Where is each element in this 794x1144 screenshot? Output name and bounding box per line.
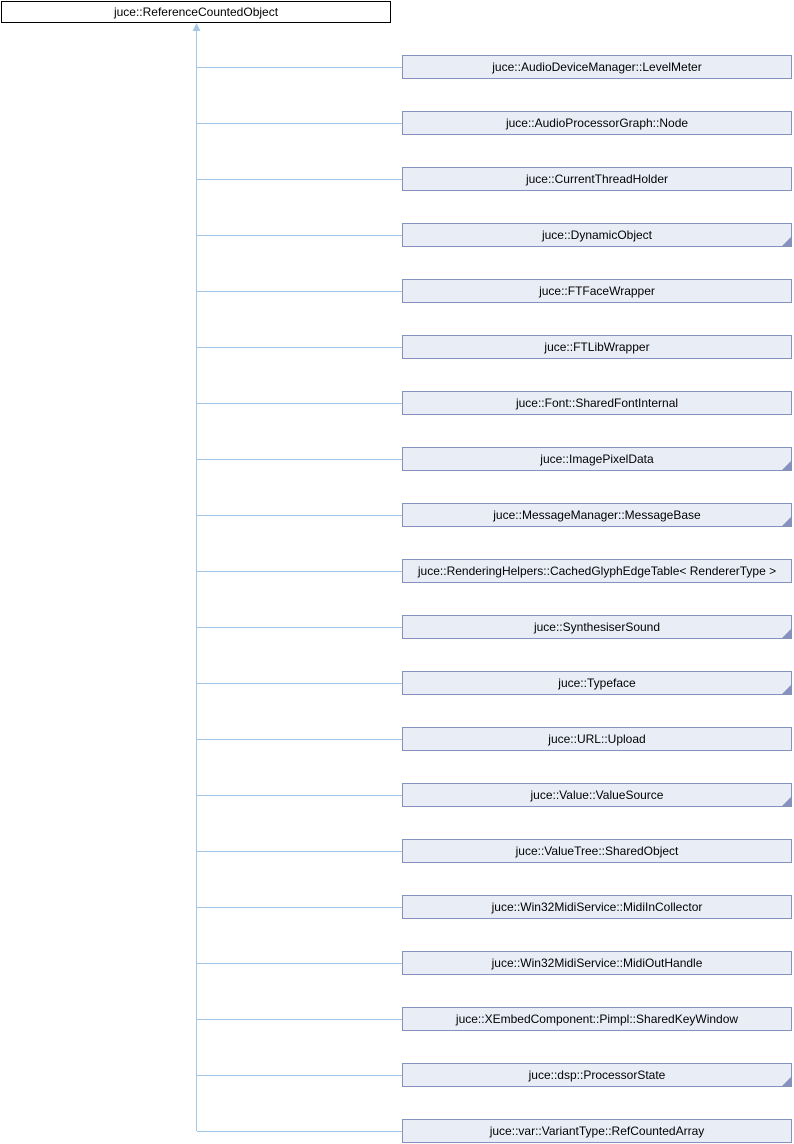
derived-class-label: juce::Win32MidiService::MidiInCollector <box>491 900 703 914</box>
class-node-derived[interactable] <box>402 839 792 863</box>
class-node-derived[interactable] <box>402 1063 792 1087</box>
class-node-derived[interactable] <box>402 167 792 191</box>
class-node-derived[interactable] <box>402 559 792 583</box>
derived-class-label: juce::Font::SharedFontInternal <box>515 396 679 410</box>
class-node-derived[interactable] <box>402 951 792 975</box>
inheritance-branch-edge <box>197 1019 402 1020</box>
derived-class-label: juce::dsp::ProcessorState <box>528 1068 666 1082</box>
derived-class-label: juce::ImagePixelData <box>540 452 654 466</box>
has-derived-indicator <box>782 797 791 806</box>
derived-class-label: juce::FTFaceWrapper <box>539 284 655 298</box>
class-node-derived[interactable] <box>402 895 792 919</box>
inheritance-branch-edge <box>197 571 402 572</box>
inheritance-branch-edge <box>197 235 402 236</box>
class-node-derived[interactable] <box>402 279 792 303</box>
class-node-derived[interactable] <box>402 447 792 471</box>
inheritance-branch-edge <box>197 291 402 292</box>
class-node-root[interactable] <box>1 1 391 23</box>
has-derived-indicator <box>782 629 791 638</box>
derived-class-label: juce::URL::Upload <box>548 732 646 746</box>
inheritance-branch-edge <box>197 907 402 908</box>
inheritance-trunk-edge <box>196 30 197 1131</box>
class-node-derived[interactable] <box>402 671 792 695</box>
class-node-derived[interactable] <box>402 111 792 135</box>
class-node-derived[interactable] <box>402 783 792 807</box>
arrow-up-icon <box>191 23 202 31</box>
class-node-derived[interactable] <box>402 1007 792 1031</box>
inheritance-branch-edge <box>197 515 402 516</box>
class-node-derived[interactable] <box>402 727 792 751</box>
derived-class-label: juce::XEmbedComponent::Pimpl::SharedKeyWindow <box>455 1012 739 1026</box>
class-node-derived[interactable] <box>402 223 792 247</box>
inheritance-branch-edge <box>197 459 402 460</box>
inheritance-branch-edge <box>197 851 402 852</box>
class-node-derived[interactable] <box>402 55 792 79</box>
derived-class-label: juce::MessageManager::MessageBase <box>493 508 701 522</box>
derived-class-label: juce::Typeface <box>558 676 636 690</box>
class-node-derived[interactable] <box>402 615 792 639</box>
derived-class-label: juce::ValueTree::SharedObject <box>515 844 679 858</box>
derived-class-label: juce::CurrentThreadHolder <box>525 172 669 186</box>
inheritance-branch-edge <box>197 1131 402 1132</box>
derived-class-label: juce::RenderingHelpers::CachedGlyphEdgeTable< RendererType > <box>417 564 777 578</box>
inheritance-branch-edge <box>197 627 402 628</box>
inheritance-branch-edge <box>197 739 402 740</box>
derived-class-label: juce::AudioDeviceManager::LevelMeter <box>492 60 702 74</box>
derived-class-label: juce::FTLibWrapper <box>544 340 650 354</box>
derived-class-label: juce::Value::ValueSource <box>530 788 664 802</box>
derived-class-label: juce::var::VariantType::RefCountedArray <box>489 1124 705 1138</box>
has-derived-indicator <box>782 517 791 526</box>
has-derived-indicator <box>782 461 791 470</box>
derived-class-label: juce::Win32MidiService::MidiOutHandle <box>491 956 703 970</box>
class-node-derived[interactable] <box>402 1119 792 1143</box>
inheritance-branch-edge <box>197 795 402 796</box>
derived-class-label: juce::DynamicObject <box>541 228 653 242</box>
class-node-derived[interactable] <box>402 335 792 359</box>
root-class-label: juce::ReferenceCountedObject <box>113 5 279 19</box>
inheritance-branch-edge <box>197 1075 402 1076</box>
inheritance-branch-edge <box>197 67 402 68</box>
inheritance-branch-edge <box>197 963 402 964</box>
has-derived-indicator <box>782 237 791 246</box>
derived-class-label: juce::AudioProcessorGraph::Node <box>505 116 689 130</box>
derived-class-label: juce::SynthesiserSound <box>533 620 661 634</box>
inheritance-branch-edge <box>197 179 402 180</box>
class-node-derived[interactable] <box>402 391 792 415</box>
class-node-derived[interactable] <box>402 503 792 527</box>
inheritance-branch-edge <box>197 347 402 348</box>
inheritance-branch-edge <box>197 123 402 124</box>
inheritance-branch-edge <box>197 683 402 684</box>
has-derived-indicator <box>782 685 791 694</box>
has-derived-indicator <box>782 1077 791 1086</box>
inheritance-branch-edge <box>197 403 402 404</box>
